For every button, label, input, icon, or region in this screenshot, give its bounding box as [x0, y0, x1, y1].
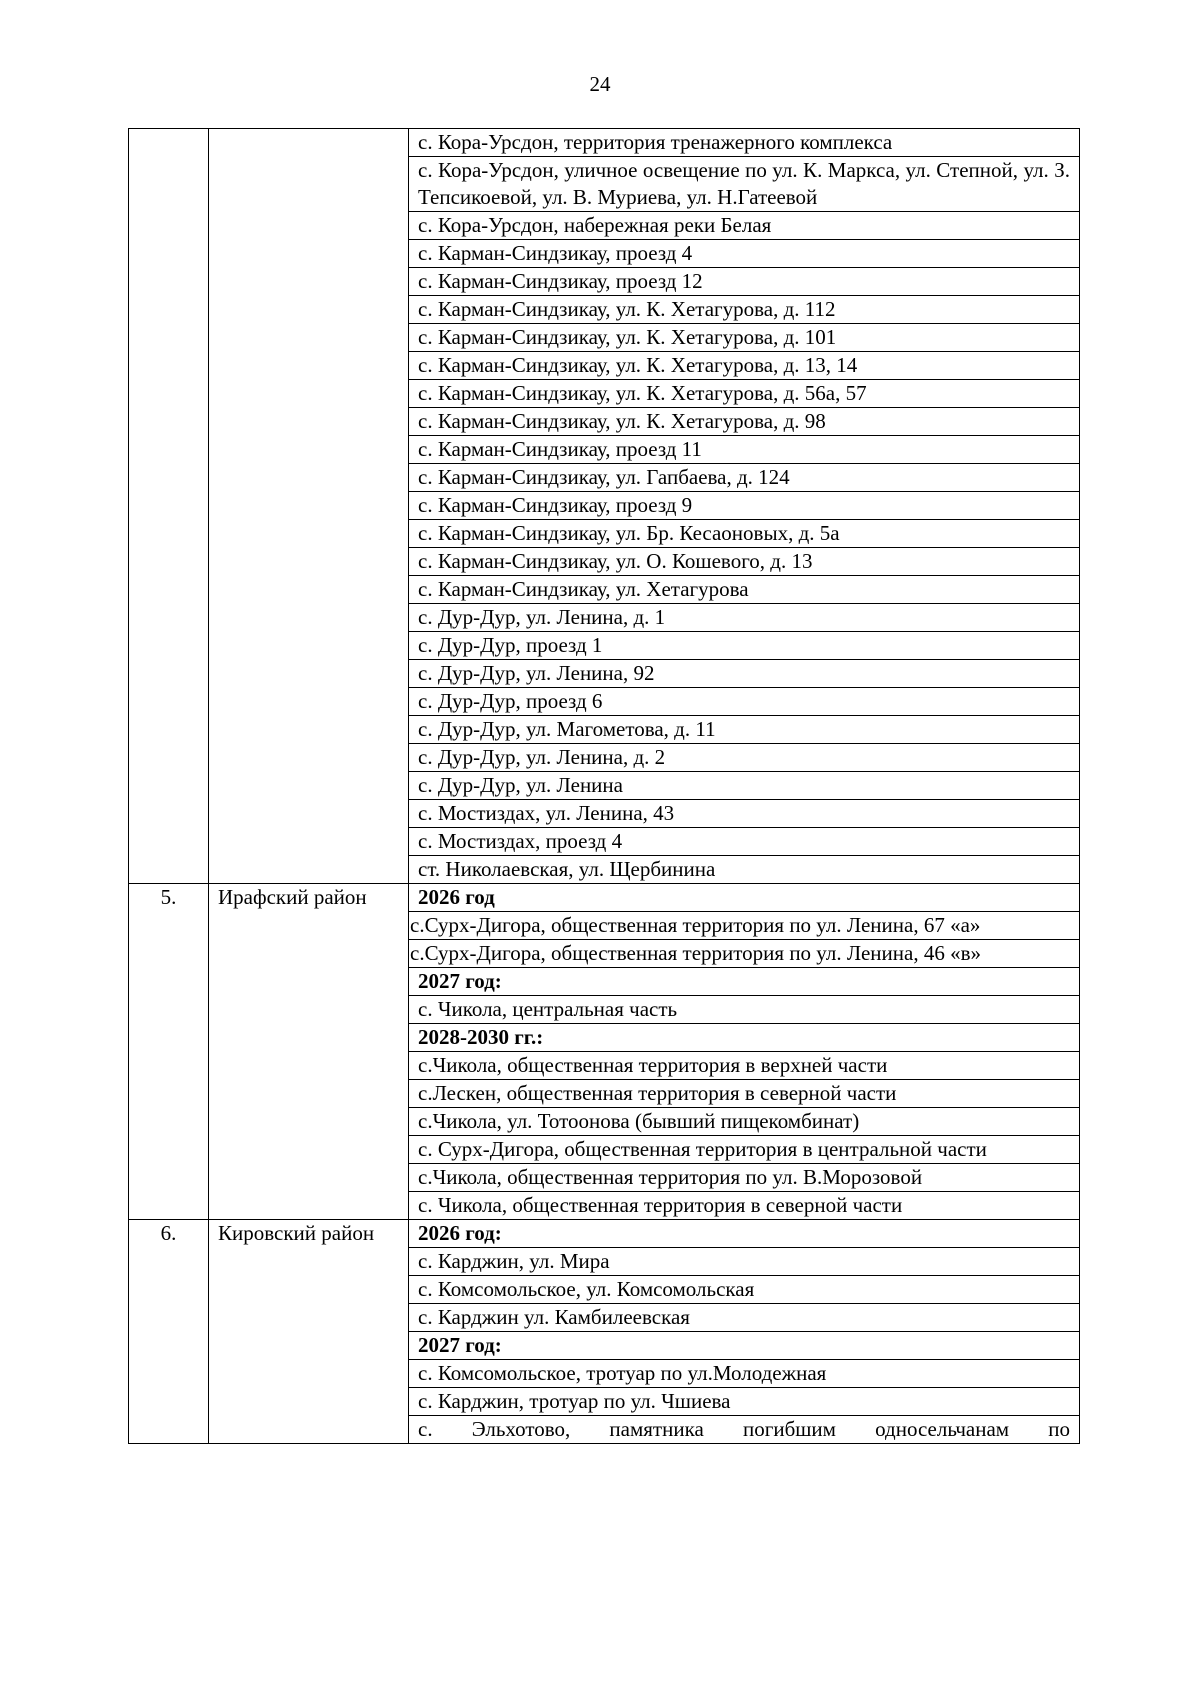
- district-number: 5.: [129, 884, 209, 1220]
- territory-entry: с. Дур-Дур, ул. Ленина, 92: [409, 660, 1080, 688]
- year-heading: 2026 год: [409, 884, 1080, 912]
- territory-entry: с. Карман-Синдзикау, ул. К. Хетагурова, д. 56а, 57: [409, 380, 1080, 408]
- year-heading: 2027 год:: [409, 968, 1080, 996]
- territory-entry: с. Мостиздах, ул. Ленина, 43: [409, 800, 1080, 828]
- territory-entry: с. Дур-Дур, ул. Ленина, д. 2: [409, 744, 1080, 772]
- territory-entry: ст. Николаевская, ул. Щербинина: [409, 856, 1080, 884]
- territory-entry: с.Сурх-Дигора, общественная территория по ул. Ленина, 46 «в»: [409, 940, 1080, 968]
- territory-entry: с. Сурх-Дигора, общественная территория в центральной части: [409, 1136, 1080, 1164]
- territory-entry: с. Карман-Синдзикау, проезд 4: [409, 240, 1080, 268]
- territories-table: [128, 128, 1080, 1444]
- territory-entry: с.Чикола, ул. Тотоонова (бывший пищекомбинат): [409, 1108, 1080, 1136]
- year-heading: 2027 год:: [409, 1332, 1080, 1360]
- territory-entry: с. Карджин ул. Камбилеевская: [409, 1304, 1080, 1332]
- territories-table-body: [129, 129, 1080, 1444]
- territory-entry: с. Карджин, ул. Мира: [409, 1248, 1080, 1276]
- territory-entry: с.Чикола, общественная территория по ул. В.Морозовой: [409, 1164, 1080, 1192]
- territory-entry: с. Карман-Синдзикау, ул. К. Хетагурова, д. 98: [409, 408, 1080, 436]
- table-row: [129, 884, 1080, 912]
- table-row: [129, 129, 1080, 157]
- territory-entry: с. Эльхотово, памятника погибшим односельчанам по: [409, 1416, 1080, 1444]
- territory-entry: с.Сурх-Дигора, общественная территория по ул. Ленина, 67 «а»: [409, 912, 1080, 940]
- district-name: Ирафский район: [209, 884, 409, 1220]
- territory-entry: с.Чикола, общественная территория в верхней части: [409, 1052, 1080, 1080]
- district-name: Кировский район: [209, 1220, 409, 1444]
- territory-entry: с. Дур-Дур, ул. Ленина, д. 1: [409, 604, 1080, 632]
- district-name: [209, 129, 409, 884]
- territory-entry: с. Кора-Урсдон, уличное освещение по ул. К. Маркса, ул. Степной, ул. З. Тепсикоевой, ул. В. Муриева, ул. Н.Гатеевой: [409, 157, 1080, 212]
- year-heading: 2028-2030 гг.:: [409, 1024, 1080, 1052]
- territory-entry: с. Дур-Дур, ул. Ленина: [409, 772, 1080, 800]
- district-number: [129, 129, 209, 884]
- territory-entry: с. Карман-Синдзикау, ул. К. Хетагурова, д. 13, 14: [409, 352, 1080, 380]
- territory-entry: с. Карман-Синдзикау, проезд 12: [409, 268, 1080, 296]
- territory-entry: с. Карман-Синдзикау, ул. К. Хетагурова, д. 112: [409, 296, 1080, 324]
- district-number: 6.: [129, 1220, 209, 1444]
- year-heading: 2026 год:: [409, 1220, 1080, 1248]
- territory-entry: с. Кора-Урсдон, территория тренажерного комплекса: [409, 129, 1080, 157]
- territory-entry: с. Дур-Дур, проезд 6: [409, 688, 1080, 716]
- territory-entry: с.Лескен, общественная территория в северной части: [409, 1080, 1080, 1108]
- territory-entry: с. Карман-Синдзикау, ул. О. Кошевого, д. 13: [409, 548, 1080, 576]
- territory-entry: с. Кора-Урсдон, набережная реки Белая: [409, 212, 1080, 240]
- territory-entry: с. Комсомольское, тротуар по ул.Молодежная: [409, 1360, 1080, 1388]
- territory-entry: с. Карман-Синдзикау, проезд 11: [409, 436, 1080, 464]
- territory-entry: с. Карджин, тротуар по ул. Чшиева: [409, 1388, 1080, 1416]
- territory-entry: с. Дур-Дур, проезд 1: [409, 632, 1080, 660]
- territory-entry: с. Чикола, общественная территория в северной части: [409, 1192, 1080, 1220]
- territory-entry: с. Мостиздах, проезд 4: [409, 828, 1080, 856]
- table-row: [129, 1220, 1080, 1248]
- territory-entry: с. Карман-Синдзикау, ул. Хетагурова: [409, 576, 1080, 604]
- territory-entry: с. Карман-Синдзикау, ул. Бр. Кесаоновых, д. 5а: [409, 520, 1080, 548]
- territory-entry: с. Карман-Синдзикау, ул. Гапбаева, д. 124: [409, 464, 1080, 492]
- page-number: 24: [589, 72, 611, 96]
- territory-entry: с. Карман-Синдзикау, ул. К. Хетагурова, д. 101: [409, 324, 1080, 352]
- territory-entry: с. Дур-Дур, ул. Магометова, д. 11: [409, 716, 1080, 744]
- territory-entry: с. Комсомольское, ул. Комсомольская: [409, 1276, 1080, 1304]
- territory-entry: с. Карман-Синдзикау, проезд 9: [409, 492, 1080, 520]
- territory-entry: с. Чикола, центральная часть: [409, 996, 1080, 1024]
